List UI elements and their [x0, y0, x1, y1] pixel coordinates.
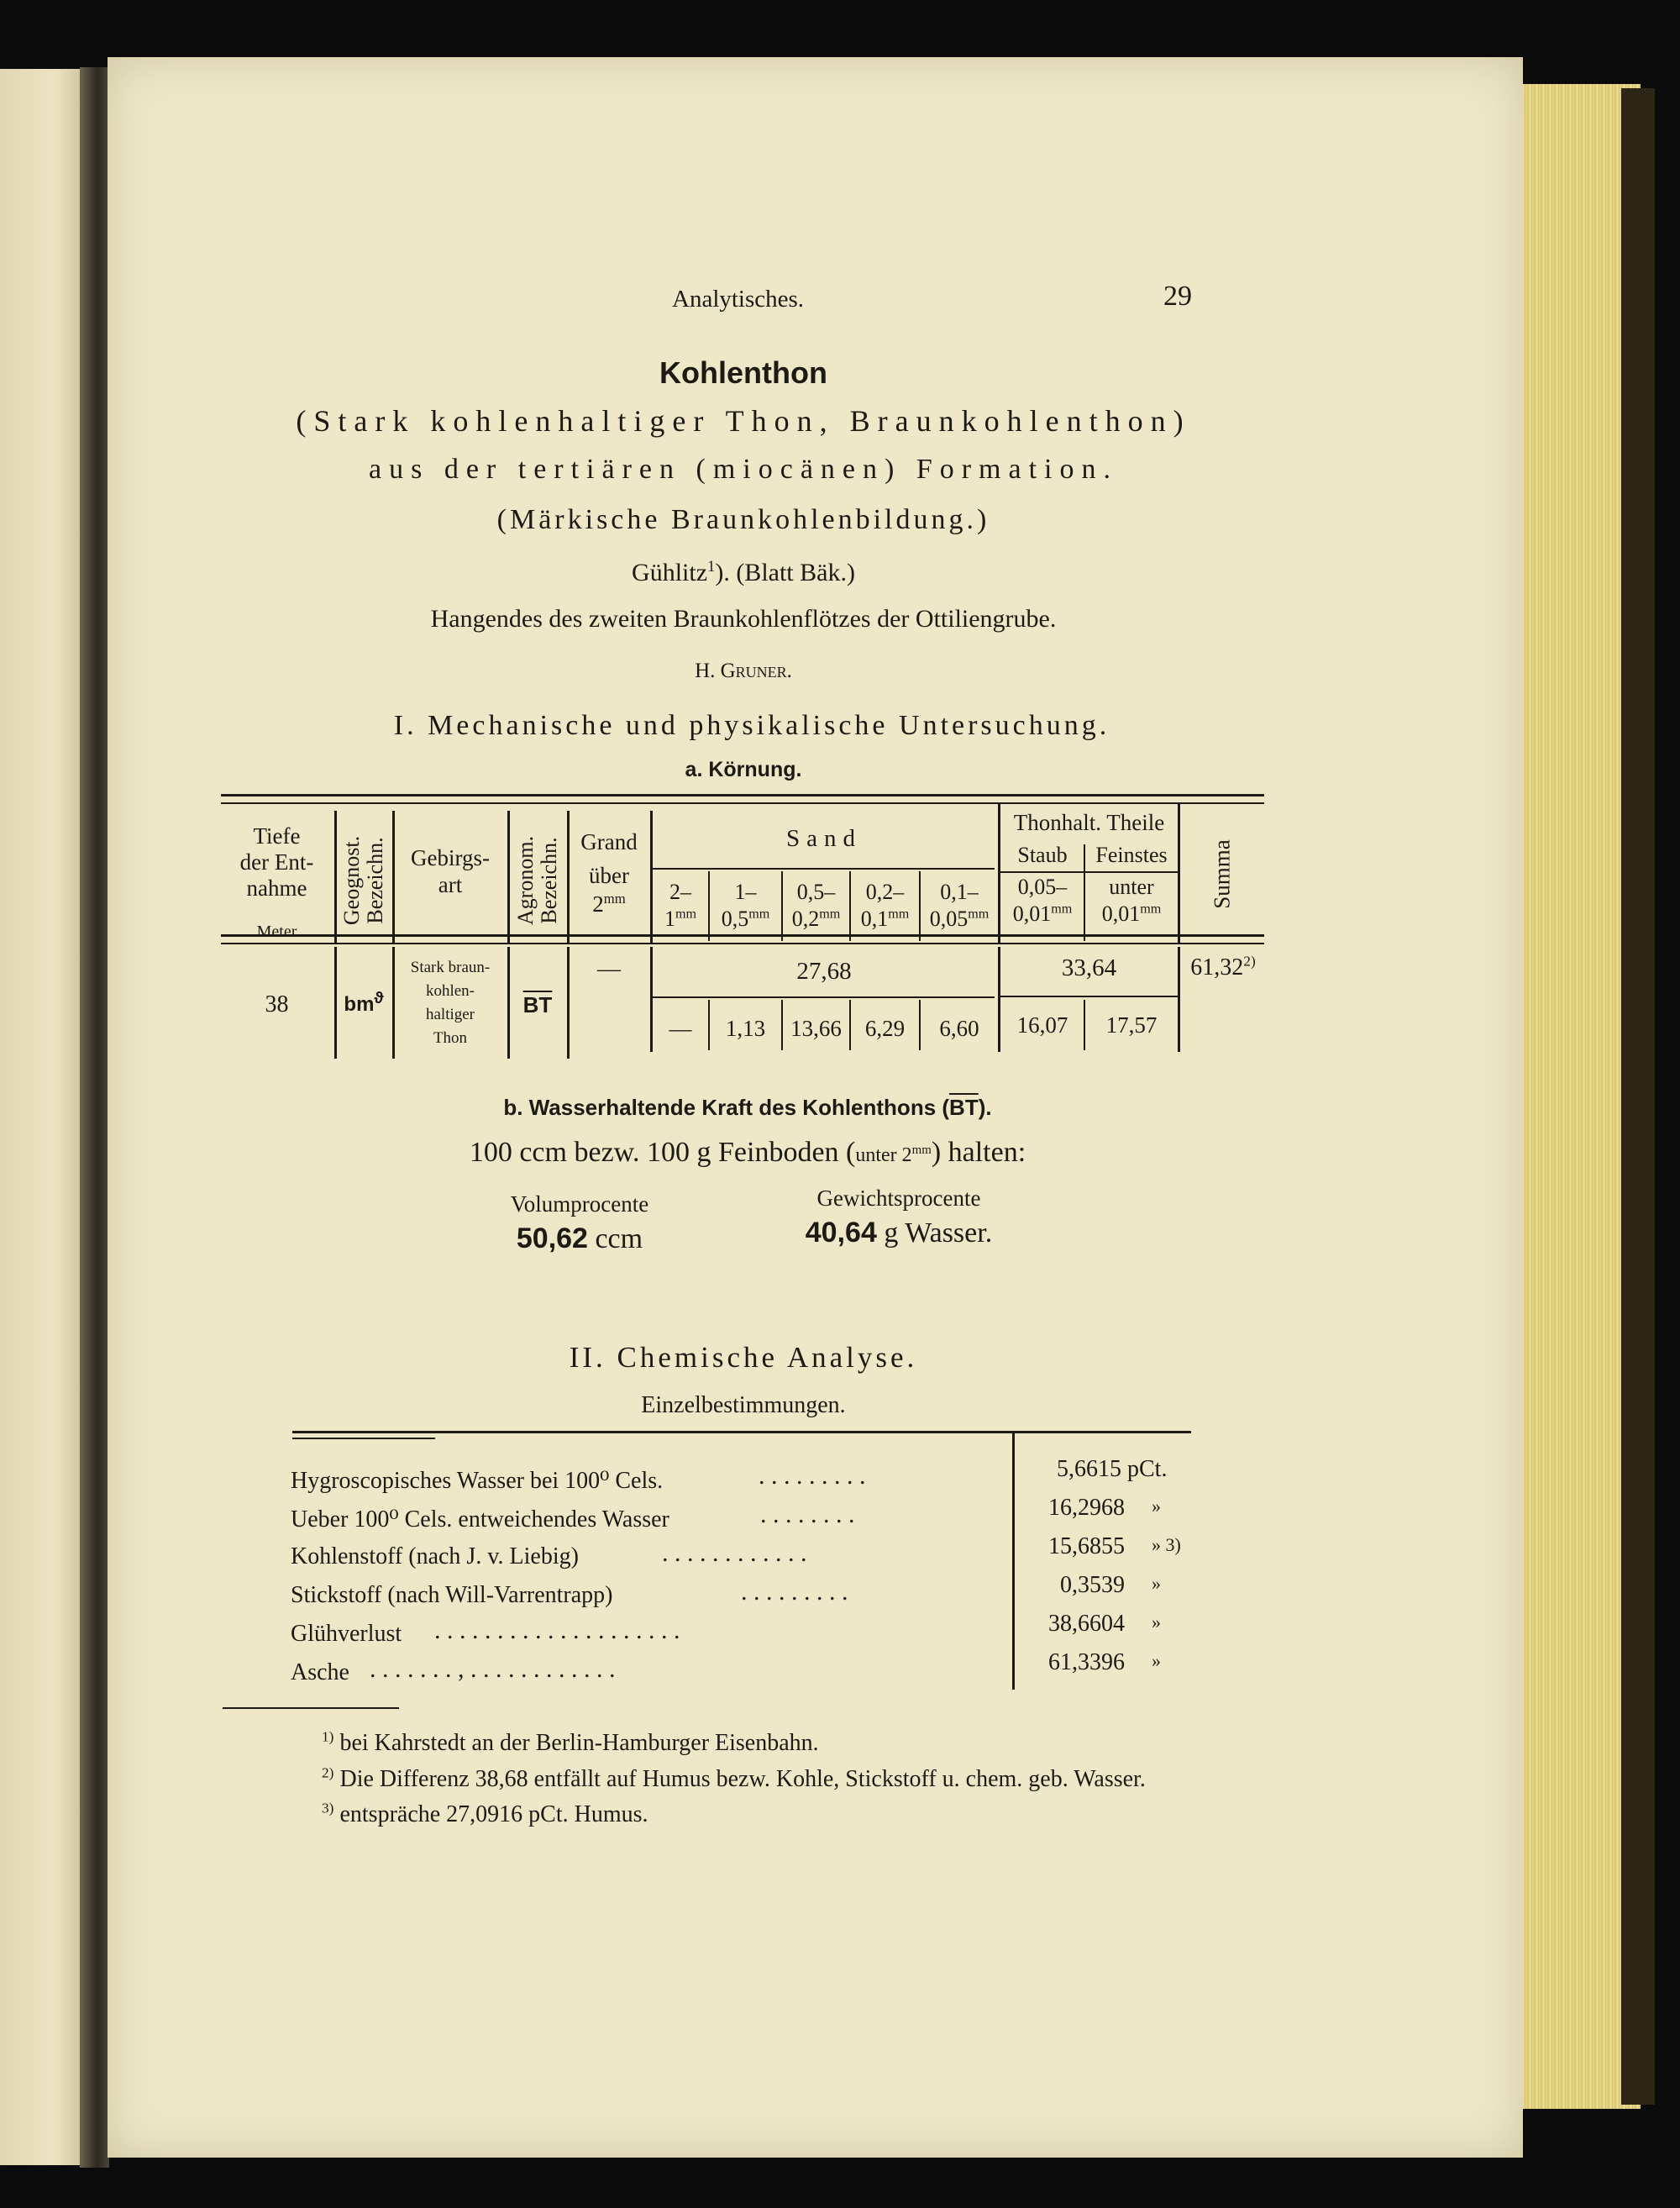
analysis-value-3: 15,6855	[1048, 1533, 1125, 1559]
volume-percent-label: Volumprocente	[510, 1191, 649, 1217]
main-title: Kohlenthon	[659, 355, 827, 390]
row-sand-total: 27,68	[796, 958, 852, 985]
section-2-heading: II. Chemische Analyse.	[569, 1341, 918, 1374]
analysis-dots-6: . . . . . . . , . . . . . . . . . . . .	[370, 1655, 616, 1683]
hdr-sand-col-1: 2– $1^{mm}$	[664, 880, 697, 931]
hdr-geognost: Geognost. Bezeichn.	[339, 835, 387, 926]
row-sand-3: 13,66	[790, 1016, 842, 1041]
analysis-ref-6: »	[1152, 1650, 1161, 1671]
hdr-feinstes: Feinstes unter $0,01^{mm}$	[1095, 843, 1168, 926]
row-thon-total: 33,64	[1061, 954, 1117, 981]
analysis-value-5: 38,6604	[1048, 1611, 1125, 1637]
page-edges-shadow	[1621, 88, 1655, 2105]
analysis-vrule	[1012, 1433, 1015, 1690]
volume-percent-value: 50,62 ccm	[516, 1222, 643, 1254]
analysis-dots-4: . . . . . . . . .	[741, 1578, 848, 1606]
water-capacity-statement: 100 ccm bezw. 100 g Feinboden (unter $2^{mm}$) halten:	[469, 1137, 1026, 1168]
vrule-h-1	[334, 811, 337, 943]
row-staub: 16,07	[1016, 1012, 1068, 1038]
weight-percent-label: Gewichtsprocente	[816, 1185, 981, 1211]
row-sand-4: 6,29	[864, 1016, 906, 1041]
table-rule-sand-values	[652, 996, 995, 998]
hdr-staub: Staub 0,05– $0,01^{mm}$	[1012, 843, 1073, 926]
footnote-3: $^{3)}$ entspräche 27,0916 pCt. Humus.	[322, 1800, 648, 1827]
hdr-tiefe: Tiefe der Ent- nahme	[239, 823, 314, 901]
table-rule-sand	[652, 868, 995, 870]
row-geognost: $bm^ϑ$	[344, 990, 384, 1016]
analysis-label-3: Kohlenstoff (nach J. v. Liebig)	[291, 1543, 579, 1569]
section-1-heading: I. Mechanische und physikalische Untersuchung.	[393, 710, 1110, 741]
author: H. Gruner.	[695, 660, 792, 682]
vrule-h-7	[1178, 802, 1180, 943]
analysis-value-2: 16,2968	[1048, 1495, 1125, 1521]
location-sheet: ). (Blatt Bäk.)	[715, 559, 855, 586]
analysis-label-1: Hygroscopisches Wasser bei 100⁰ Cels.	[291, 1468, 664, 1494]
row-tiefe: 38	[265, 991, 289, 1017]
running-title: Analytisches.	[672, 286, 805, 313]
location-description: Hangendes des zweiten Braunkohlenflötzes der Ottiliengrube.	[430, 605, 1057, 633]
footnote-rule	[223, 1707, 399, 1709]
page-number: 29	[1163, 281, 1192, 312]
location-line	[470, 559, 1016, 587]
section-1b-heading: b. Wasserhaltende Kraft des Kohlenthons $(\overline{BT})$.	[503, 1095, 992, 1120]
hdr-sand-col-2: 1– $0,5^{mm}$	[721, 880, 770, 931]
row-agronom: $\overline{BT}$	[522, 992, 553, 1017]
table-rule-thon-values	[1000, 996, 1179, 997]
table-rule-top-2	[221, 802, 1264, 804]
weight-percent-value: 40,64 g Wasser.	[805, 1217, 993, 1249]
hdr-summa: Summa	[1209, 839, 1235, 909]
section-1a-heading: a. Körnung.	[685, 758, 802, 781]
analysis-ref-4: »	[1152, 1573, 1161, 1594]
analysis-value-1: 5,6615 pCt.	[1057, 1456, 1168, 1482]
section-2-subheading: Einzelbestimmungen.	[641, 1392, 846, 1418]
subtitle-line-1: (Stark kohlenhaltiger Thon, Braunkohlenthon)	[296, 404, 1191, 438]
hdr-sand-col-3: 0,5– $0,2^{mm}$	[791, 880, 841, 931]
analysis-dots-1: . . . . . . . . .	[759, 1462, 866, 1490]
row-summa: 61,32$^{2)}$	[1190, 953, 1256, 980]
analysis-ref-2: »	[1152, 1496, 1161, 1517]
analysis-label-2: Ueber 100⁰ Cels. entweichendes Wasser	[291, 1506, 669, 1532]
hdr-sand: Sand	[786, 825, 862, 852]
row-sand-5: 6,60	[939, 1016, 979, 1041]
hdr-grand: Grand über $2^{mm}$	[580, 829, 638, 917]
analysis-ref-5: »	[1152, 1611, 1161, 1632]
analysis-dots-3: . . . . . . . . . . . .	[662, 1539, 807, 1567]
hdr-sand-col-5: 0,1– $0,05^{mm}$	[929, 880, 990, 931]
analysis-value-6: 61,3396	[1048, 1649, 1125, 1675]
analysis-value-4: 0,3539	[1060, 1572, 1125, 1598]
hdr-gebirgsart: Gebirgs- art	[411, 845, 490, 897]
row-grand: —	[597, 956, 621, 982]
footnote-2: $^{2)}$ Die Differenz 38,68 entfällt auf Humus bezw. Kohle, Stickstoff u. chem. geb. Wasser.	[322, 1764, 1146, 1792]
hdr-agronom: Agronom. Bezeichn.	[513, 835, 561, 926]
subtitle-line-2: aus der tertiären (miocänen) Formation.	[369, 454, 1118, 485]
row-feinstes: 17,57	[1105, 1012, 1158, 1038]
analysis-dots-2: . . . . . . . .	[760, 1501, 855, 1528]
subtitle-line-3: (Märkische Braunkohlenbildung.)	[496, 504, 990, 535]
book-gutter	[80, 67, 109, 2168]
hdr-meter: Meter	[256, 923, 297, 941]
row-sand-2: 1,13	[725, 1016, 766, 1041]
analysis-label-6: Asche	[291, 1659, 349, 1685]
analysis-label-5: Glühverlust	[291, 1621, 402, 1647]
location-name: Gühlitz	[632, 559, 708, 586]
hdr-sand-col-4: 0,2– $0,1^{mm}$	[860, 880, 910, 931]
analysis-ref-3: » 3)	[1152, 1534, 1181, 1555]
row-gebirgsart: Stark braun- kohlen- haltiger Thon	[410, 959, 491, 1047]
analysis-rule-top	[292, 1431, 1191, 1433]
table-rule-top-1	[221, 794, 1264, 796]
location-footnote-ref: 1	[707, 558, 716, 576]
footnote-1: $^{1)}$ bei Kahrstedt an der Berlin-Hamburger Eisenbahn.	[322, 1728, 819, 1756]
analysis-rule-top-2	[292, 1438, 435, 1439]
analysis-label-4: Stickstoff (nach Will-Varrentrapp)	[291, 1582, 613, 1608]
analysis-dots-5: . . . . . . . . . . . . . . . . . . . .	[434, 1617, 680, 1644]
row-sand-1: —	[669, 1016, 692, 1041]
vrule-h-3	[507, 811, 510, 943]
hdr-thonhalt: Thonhalt. Theile	[1013, 810, 1165, 835]
left-page-edge	[0, 69, 80, 2165]
